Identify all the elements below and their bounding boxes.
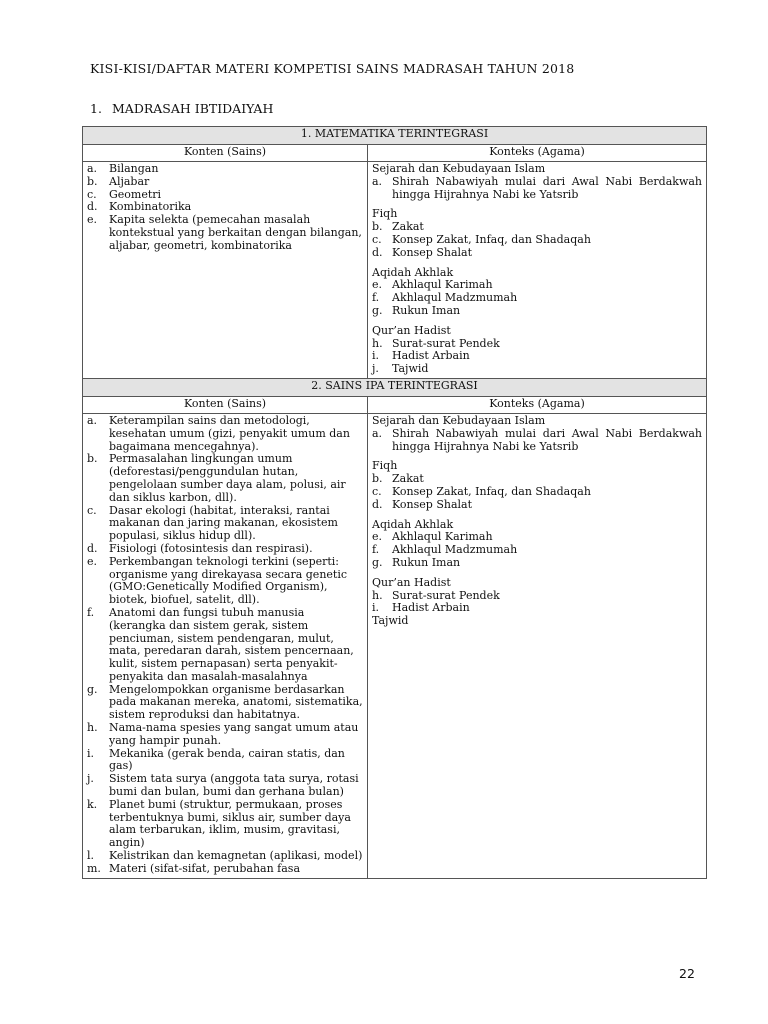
item-text: Fisiologi (fotosintesis dan respirasi). bbox=[109, 541, 313, 555]
item-letter: b. bbox=[87, 174, 98, 188]
list-item bbox=[372, 305, 702, 318]
subject-title-row bbox=[83, 378, 707, 396]
item-text: Akhlaqul Madzmumah bbox=[392, 543, 518, 557]
item-letter: a. bbox=[87, 413, 98, 427]
item-letter: d. bbox=[372, 497, 383, 511]
content-row bbox=[83, 162, 707, 379]
item-letter: h. bbox=[372, 588, 383, 602]
item-letter: g. bbox=[87, 682, 98, 696]
list-item bbox=[87, 773, 363, 799]
item-text: Dasar ekologi (habitat, interaksi, rantai makanan dan jaring makanan, ekosistem populasi, siklus hidup dll). bbox=[109, 503, 338, 543]
item-letter: c. bbox=[87, 503, 97, 517]
item-text: Surat-surat Pendek bbox=[392, 588, 500, 602]
document-title: KISI-KISI/DAFTAR MATERI KOMPETISI SAINS MADRASAH TAHUN 2018 bbox=[90, 61, 575, 76]
konteks-group bbox=[372, 267, 702, 318]
list-item bbox=[87, 556, 363, 607]
item-letter: c. bbox=[87, 187, 97, 201]
list-item bbox=[372, 428, 702, 454]
konten-list bbox=[87, 163, 363, 253]
item-letter: f. bbox=[87, 605, 95, 619]
item-letter: g. bbox=[372, 303, 383, 317]
item-letter: j. bbox=[87, 772, 94, 786]
item-text: Anatomi dan fungsi tubuh manusia (kerangka dan sistem gerak, sistem penciuman, sistem pendengaran, mulut, mata, peredaran darah, sistem pencernaan, kulit, sistem pernapasan) serta penyakit-penyakita dan masalah-masalahnya bbox=[109, 605, 354, 683]
list-item bbox=[87, 607, 363, 684]
konten-header: Konten (Sains) bbox=[83, 145, 368, 162]
konteks-group-heading: Aqidah Akhlak bbox=[372, 517, 454, 531]
list-item bbox=[87, 176, 363, 189]
list-item bbox=[87, 684, 363, 722]
konteks-list bbox=[372, 221, 702, 259]
item-letter: e. bbox=[87, 554, 98, 568]
list-item bbox=[372, 176, 702, 202]
materi-table bbox=[82, 126, 707, 879]
item-text: Rukun Iman bbox=[392, 555, 461, 569]
item-text: Keterampilan sains dan metodologi, kesehatan umum (gizi, penyakit umum dan bagaimana mencegahnya). bbox=[109, 413, 350, 453]
item-letter: l. bbox=[87, 849, 95, 863]
item-text: Konsep Zakat, Infaq, dan Shadaqah bbox=[392, 232, 591, 246]
konteks-list bbox=[372, 531, 702, 569]
konteks-group-heading: Sejarah dan Kebudayaan Islam bbox=[372, 413, 546, 427]
list-item bbox=[372, 499, 702, 512]
item-letter: e. bbox=[372, 530, 383, 544]
item-text: Sistem tata surya (anggota tata surya, rotasi bumi dan bulan, bumi dan gerhana bulan) bbox=[109, 772, 359, 799]
konten-list bbox=[87, 415, 363, 876]
item-letter: m. bbox=[87, 861, 101, 875]
item-text: Nama-nama spesies yang sangat umum atau yang hampir punah. bbox=[109, 721, 359, 747]
item-text: Hadist Arbain bbox=[392, 349, 470, 363]
konteks-group bbox=[372, 519, 702, 570]
konten-cell bbox=[83, 162, 368, 379]
item-letter: b. bbox=[372, 220, 383, 234]
list-item bbox=[87, 799, 363, 850]
item-text: Shirah Nabawiyah mulai dari Awal Nabi Berdakwah hingga Hijrahnya Nabi ke Yatsrib bbox=[392, 174, 702, 201]
konten-header: Konten (Sains) bbox=[83, 396, 368, 413]
konteks-cell bbox=[368, 162, 707, 379]
item-letter: b. bbox=[87, 452, 98, 466]
item-letter: e. bbox=[372, 278, 383, 292]
column-header-row bbox=[83, 396, 707, 413]
konteks-list bbox=[372, 176, 702, 202]
konteks-group bbox=[372, 577, 702, 628]
item-text: Konsep Shalat bbox=[392, 497, 472, 511]
item-letter: i. bbox=[87, 746, 95, 760]
item-letter: k. bbox=[87, 797, 98, 811]
konteks-trailing-item: Tajwid bbox=[372, 614, 409, 628]
item-text: Materi (sifat-sifat, perubahan fasa bbox=[109, 861, 301, 875]
konteks-group bbox=[372, 325, 702, 376]
konteks-group-heading: Fiqh bbox=[372, 207, 398, 221]
konteks-group-heading: Sejarah dan Kebudayaan Islam bbox=[372, 162, 546, 175]
konteks-header: Konteks (Agama) bbox=[368, 396, 707, 413]
item-letter: h. bbox=[372, 336, 383, 350]
list-item bbox=[372, 544, 702, 557]
subject-title: 1. MATEMATIKA TERINTEGRASI bbox=[83, 127, 707, 145]
item-letter: d. bbox=[87, 200, 98, 214]
item-text: Planet bumi (struktur, permukaan, proses terbentuknya bumi, siklus air, sumber daya alam terbarukan, iklim, musim, gravitasi, angin) bbox=[109, 797, 351, 850]
item-letter: a. bbox=[372, 174, 383, 188]
column-header-row bbox=[83, 145, 707, 162]
item-text: Geometri bbox=[109, 187, 162, 201]
item-text: Bilangan bbox=[109, 162, 159, 175]
konteks-group bbox=[372, 163, 702, 201]
list-item bbox=[372, 602, 702, 615]
item-text: Mengelompokkan organisme berdasarkan pada makanan mereka, anatomi, sistematika, sistem reproduksi dan habitatnya. bbox=[109, 682, 363, 722]
item-letter: g. bbox=[372, 555, 383, 569]
item-letter: f. bbox=[372, 291, 380, 305]
konteks-group-heading: Qur’an Hadist bbox=[372, 575, 451, 589]
item-text: Kelistrikan dan kemagnetan (aplikasi, model) bbox=[109, 849, 363, 863]
konteks-list bbox=[372, 473, 702, 511]
list-item bbox=[87, 453, 363, 504]
item-letter: d. bbox=[87, 541, 98, 555]
item-text: Zakat bbox=[392, 472, 424, 486]
item-letter: i. bbox=[372, 601, 380, 615]
item-text: Aljabar bbox=[109, 174, 150, 188]
list-item bbox=[372, 486, 702, 499]
list-item bbox=[87, 505, 363, 543]
item-text: Kapita selekta (pemecahan masalah kontekstual yang berkaitan dengan bilangan, aljabar, geometri, kombinatorika bbox=[109, 213, 362, 252]
list-item bbox=[87, 214, 363, 252]
konteks-group-heading: Qur’an Hadist bbox=[372, 323, 451, 337]
item-letter: i. bbox=[372, 349, 380, 363]
item-letter: h. bbox=[87, 721, 98, 735]
konten-cell bbox=[83, 413, 368, 878]
konteks-group-heading: Fiqh bbox=[372, 459, 398, 473]
item-letter: c. bbox=[372, 232, 382, 246]
item-letter: c. bbox=[372, 484, 382, 498]
list-item bbox=[372, 234, 702, 247]
konteks-group bbox=[372, 415, 702, 453]
list-item bbox=[372, 363, 702, 376]
konteks-header: Konteks (Agama) bbox=[368, 145, 707, 162]
subject-title: 2. SAINS IPA TERINTEGRASI bbox=[83, 378, 707, 396]
konteks-cell bbox=[368, 413, 707, 878]
item-text: Mekanika (gerak benda, cairan statis, dan gas) bbox=[109, 746, 345, 773]
item-letter: d. bbox=[372, 245, 383, 259]
list-item bbox=[372, 247, 702, 260]
list-item bbox=[87, 748, 363, 774]
konteks-list bbox=[372, 428, 702, 454]
item-text: Permasalahan lingkungan umum (deforestasi/penggundulan hutan, pengelolaan sumber daya alam, polusi, air dan siklus karbon, dll). bbox=[109, 452, 346, 504]
section-number: 1. bbox=[90, 101, 102, 116]
list-item bbox=[372, 557, 702, 570]
konteks-group bbox=[372, 460, 702, 511]
item-letter: a. bbox=[87, 162, 98, 175]
list-item bbox=[87, 163, 363, 176]
item-text: Hadist Arbain bbox=[392, 601, 470, 615]
item-text: Surat-surat Pendek bbox=[392, 336, 500, 350]
item-text: Zakat bbox=[392, 220, 424, 234]
item-text: Perkembangan teknologi terkini (seperti: organisme yang direkayasa secara genetic (GMO:Genetically Modified Organism), biotek, biofuel, satelit, dll). bbox=[109, 554, 348, 607]
list-item bbox=[87, 722, 363, 748]
konteks-group-heading: Aqidah Akhlak bbox=[372, 265, 454, 279]
list-item bbox=[87, 850, 363, 863]
item-text: Akhlaqul Karimah bbox=[392, 278, 493, 292]
item-letter: b. bbox=[372, 472, 383, 486]
list-item bbox=[87, 863, 363, 876]
item-text: Kombinatorika bbox=[109, 200, 192, 214]
item-text: Akhlaqul Madzmumah bbox=[392, 291, 518, 305]
content-row bbox=[83, 413, 707, 878]
subject-title-row bbox=[83, 127, 707, 145]
konteks-list bbox=[372, 338, 702, 376]
konteks-group bbox=[372, 208, 702, 259]
item-text: Akhlaqul Karimah bbox=[392, 530, 493, 544]
item-letter: f. bbox=[372, 543, 380, 557]
item-text: Tajwid bbox=[392, 362, 429, 376]
konteks-list bbox=[372, 590, 702, 616]
item-letter: e. bbox=[87, 213, 98, 227]
list-item bbox=[87, 415, 363, 453]
item-letter: j. bbox=[372, 362, 379, 376]
section-heading bbox=[90, 103, 273, 116]
konteks-list bbox=[372, 279, 702, 317]
item-letter: a. bbox=[372, 426, 383, 440]
item-text: Konsep Zakat, Infaq, dan Shadaqah bbox=[392, 484, 591, 498]
item-text: Konsep Shalat bbox=[392, 245, 472, 259]
list-item bbox=[87, 543, 363, 556]
section-title: MADRASAH IBTIDAIYAH bbox=[112, 101, 274, 116]
item-text: Shirah Nabawiyah mulai dari Awal Nabi Berdakwah hingga Hijrahnya Nabi ke Yatsrib bbox=[392, 426, 702, 453]
page-number: 22 bbox=[679, 966, 695, 981]
item-text: Rukun Iman bbox=[392, 303, 461, 317]
